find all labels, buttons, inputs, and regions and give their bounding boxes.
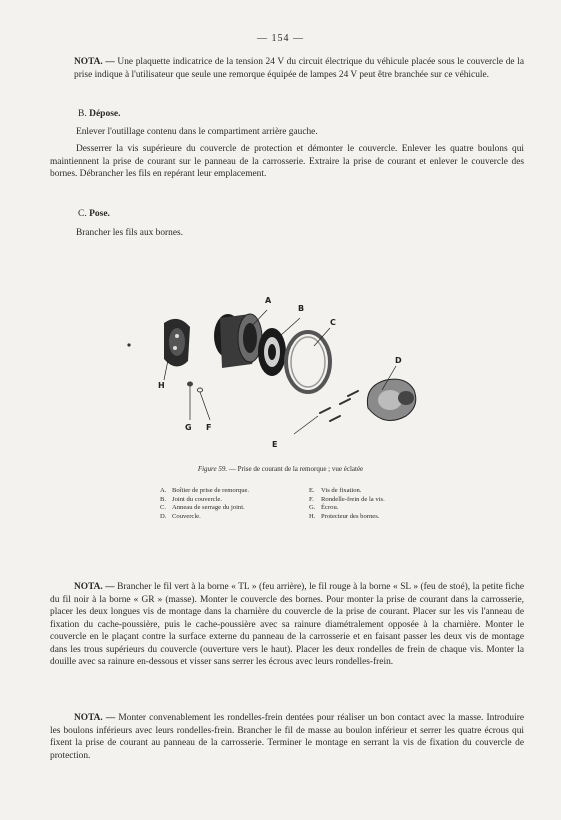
nota-text: Une plaquette indicatrice de la tension 24 V du circuit électrique du véhicule placée sous le couvercle de la prise indique à l'utilisateur que seule une remorque équipée de lampes 24 V peut être branchée sur ce véhicule.: [74, 57, 525, 80]
nota-paragraph-2: [50, 581, 524, 669]
section-heading-b: [78, 109, 121, 119]
label-c: C: [330, 318, 336, 327]
section-title: Pose.: [89, 209, 110, 219]
nota-label: NOTA. —: [74, 713, 116, 723]
label-d: D: [395, 356, 402, 365]
leader-lines: [164, 310, 396, 434]
legend-item: B. Joint du couvercle.: [160, 495, 222, 503]
section-heading-c: [78, 209, 110, 219]
figure-caption-text: — Prise de courant de la remorque ; vue éclatée: [228, 465, 364, 473]
legend-item: D. Couvercle.: [160, 512, 201, 520]
exploded-view-figure: [120, 288, 430, 458]
depose-paragraph-2: Desserrer la vis supérieure du couvercle de protection et démonter le couvercle. Enlever les quatre boulons qui maintiennent la prise de courant sur le panneau de la carrosserie. Extraire la prise de courant et enlever le couvercle des bornes. Débrancher les fils en repérant leur emplacement.: [50, 144, 524, 179]
label-a: A: [265, 296, 272, 305]
label-h: H: [158, 381, 165, 390]
cover-part: [367, 379, 415, 420]
legend-item: F. Rondelle-frein de la vis.: [309, 495, 385, 503]
nut-and-washer-part: [187, 382, 203, 393]
clamping-ring-part: [286, 332, 330, 392]
nota-paragraph-3: [50, 712, 524, 762]
nota-text: Brancher le fil vert à la borne « TL » (feu arrière), le fil rouge à la borne « SL » (feu de stoé), la petite fiche du fil noir à la borne « GR » (masse). Monter le couvercle des bornes. Pour monter la prise de courant dans la carrosserie, placer les deux longues vis de montage dans la charnière du couvercle de la prise de courant. Placer sur les vis l'anneau de fixation du cache-poussière, puis le cache-poussière avec sa rainure diamétralement opposée à la charnière. Monter le couvercle en le plaçant contre la surface externe du panneau de la carrosserie et en faisant passer les deux vis de montage dans les trous supérieurs du couvercle (ouverture vers le haut). Placer les deux rondelles de frein de chaque vis. Monter la douille avec sa rainure en-dessous et visser sans serrer les écrous avec leurs rondelles-frein.: [50, 582, 525, 667]
page-number: — 154 —: [257, 33, 304, 44]
dot-mark: [127, 343, 130, 346]
legend-item: H. Protecteur des bornes.: [309, 512, 380, 520]
section-title: Dépose.: [89, 109, 121, 119]
terminal-protector-part: [164, 319, 190, 367]
legend-item: A. Boîtier de prise de remorque.: [160, 487, 250, 494]
figure-number: Figure 59.: [197, 465, 228, 473]
nota-label: NOTA. —: [74, 582, 115, 592]
cover-joint-part: [258, 328, 286, 376]
legend-item: E. Vis de fixation.: [309, 487, 362, 494]
label-f: F: [206, 423, 212, 432]
legend-left: [160, 487, 249, 521]
legend-item: G. Écrou.: [309, 504, 339, 512]
section-letter: B.: [78, 109, 87, 119]
pose-paragraph-1: Brancher les fils aux bornes.: [76, 228, 183, 238]
label-g: G: [185, 423, 192, 432]
nota-paragraph-1: [74, 56, 524, 81]
nota-label: NOTA. —: [74, 57, 115, 67]
depose-paragraph-1: Enlever l'outillage contenu dans le compartiment arrière gauche.: [76, 127, 318, 137]
socket-housing-part: [214, 314, 262, 368]
section-letter: C.: [78, 209, 87, 219]
fixing-screws-part: [320, 391, 358, 421]
nota-text: Monter convenablement les rondelles-frein dentées pour réaliser un bon contact avec la masse. Introduire les boulons inférieurs avec leurs rondelles-frein. Brancher le fil de masse au boulon inférieur et serrer les quatre écrous qui fixent la prise de courant au panneau de la carrosserie. Terminer le montage en serrant la vis de fixation du couvercle de protection.: [50, 713, 525, 761]
legend-right: [309, 487, 385, 521]
label-b: B: [298, 304, 305, 313]
legend-item: C. Anneau de serrage du joint.: [160, 504, 245, 512]
figure-caption: [0, 465, 561, 473]
label-e: E: [272, 440, 278, 449]
